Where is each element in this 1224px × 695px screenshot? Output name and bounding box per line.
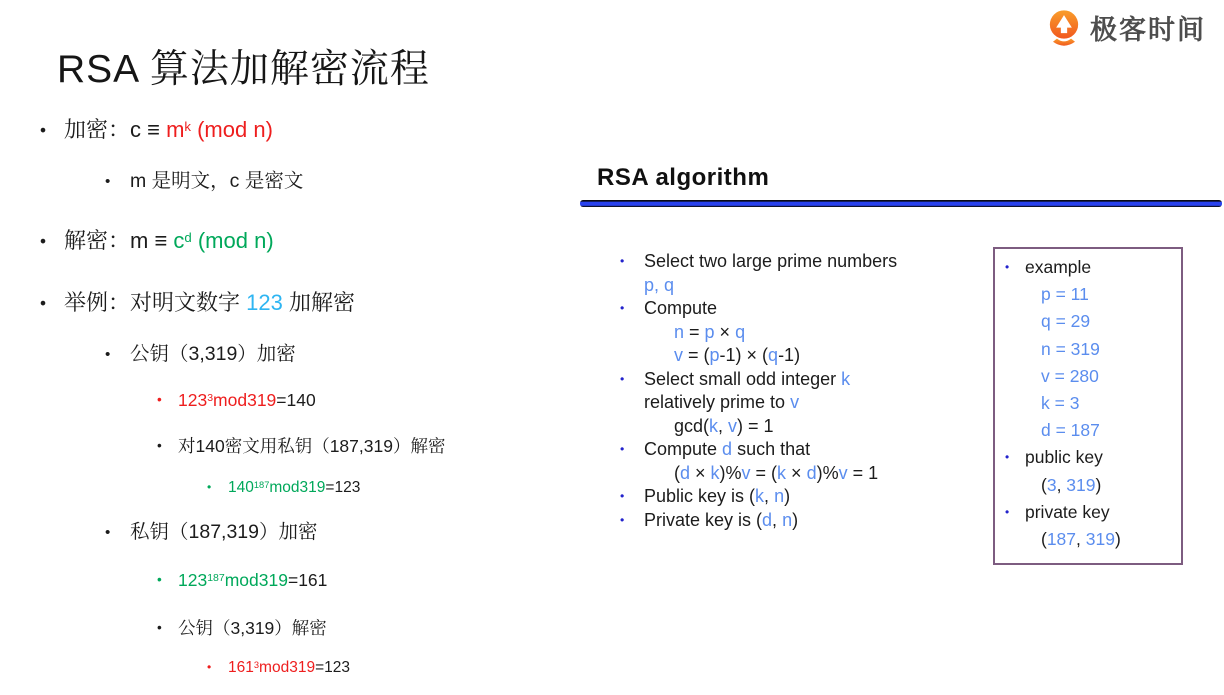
list-item-text: relatively prime to v bbox=[644, 392, 800, 412]
bullet-dot: • bbox=[620, 254, 625, 268]
bullet-dot: • bbox=[157, 438, 162, 453]
list-item-text: gcd(k, v) = 1 bbox=[674, 415, 774, 436]
bullet-item bbox=[40, 288, 355, 318]
list-item bbox=[1005, 363, 1181, 390]
bullet-item bbox=[157, 616, 327, 640]
list-item bbox=[620, 391, 995, 415]
list-item bbox=[1005, 390, 1181, 417]
bullet-item-text: 举例：对明文数字 123 加解密 bbox=[64, 290, 355, 315]
list-item bbox=[1005, 254, 1181, 281]
list-item-text: p, q bbox=[644, 274, 675, 295]
list-item-text: (d × k)%v = (k × d)%v = 1 bbox=[674, 462, 879, 483]
bullet-dot: • bbox=[620, 301, 625, 315]
list-item bbox=[620, 462, 995, 486]
list-item bbox=[620, 485, 995, 509]
bullet-item bbox=[105, 341, 296, 368]
bullet-item bbox=[105, 519, 318, 546]
bullet-dot: • bbox=[1005, 504, 1010, 519]
bullet-dot: • bbox=[157, 620, 162, 635]
bullet-dot: • bbox=[157, 392, 162, 407]
list-item bbox=[620, 509, 995, 533]
list-item-text: (187, 319) bbox=[1041, 529, 1121, 550]
geektime-logo-text: 极客时间 bbox=[1090, 15, 1206, 45]
bullet-item-text: 公钥（3,319）加密 bbox=[130, 343, 296, 365]
bullet-item bbox=[207, 657, 350, 680]
bullet-dot: • bbox=[1005, 260, 1010, 274]
bullet-dot: • bbox=[105, 524, 111, 541]
list-item bbox=[1005, 499, 1181, 526]
list-item bbox=[1005, 526, 1181, 553]
page-title: RSA 算法加解密流程 bbox=[57, 48, 430, 91]
list-item-text: Compute bbox=[644, 298, 718, 318]
bullet-item-text: $123^3mod319=140$ bbox=[178, 390, 316, 410]
bullet-item-text: $123^{187}mod319=161$ bbox=[178, 570, 328, 590]
list-item bbox=[1005, 417, 1181, 444]
list-item bbox=[1005, 308, 1181, 335]
list-item-text: Select small odd integer k bbox=[644, 368, 851, 389]
list-item-text: v = (p-1) × (q-1) bbox=[674, 345, 801, 365]
list-item bbox=[620, 274, 995, 298]
list-item bbox=[1005, 281, 1181, 308]
bullet-dot: • bbox=[620, 371, 625, 386]
bullet-dot: • bbox=[40, 231, 47, 251]
algorithm-list bbox=[620, 250, 995, 532]
list-item-text: Private key is (d, n) bbox=[644, 509, 799, 530]
list-item-text: q = 29 bbox=[1041, 311, 1091, 332]
bullet-item bbox=[40, 115, 273, 148]
list-item-text: d = 187 bbox=[1041, 420, 1100, 441]
list-item-text: k = 3 bbox=[1041, 393, 1080, 414]
bullet-item bbox=[207, 477, 360, 500]
list-item-text: (3, 319) bbox=[1041, 474, 1102, 495]
bullet-item-text: $161^3mod319=123$ bbox=[228, 659, 350, 676]
bullet-item bbox=[157, 434, 445, 458]
list-item bbox=[620, 250, 995, 274]
list-item-text: Compute d such that bbox=[644, 439, 811, 459]
list-item bbox=[620, 415, 995, 439]
list-item bbox=[620, 344, 995, 368]
bullet-item-text: 加密：$c \equiv m^k$ (mod n) bbox=[64, 117, 273, 142]
bullet-item bbox=[157, 568, 327, 595]
list-item-text: n = 319 bbox=[1041, 338, 1100, 359]
bullet-dot: • bbox=[40, 120, 47, 140]
list-item bbox=[1005, 336, 1181, 363]
list-item bbox=[1005, 472, 1181, 499]
list-item-text: v = 280 bbox=[1041, 365, 1099, 386]
bullet-dot: • bbox=[105, 173, 111, 190]
bullet-dot: • bbox=[620, 442, 625, 456]
bullet-dot: • bbox=[207, 660, 212, 674]
bullet-item-text: 解密：$m \equiv c^d$ (mod n) bbox=[64, 228, 274, 253]
example-box bbox=[993, 247, 1183, 565]
bullet-item bbox=[40, 226, 274, 259]
list-item-text: public key bbox=[1025, 447, 1103, 468]
list-item-text: p = 11 bbox=[1041, 284, 1089, 305]
bullet-dot: • bbox=[105, 346, 111, 363]
geektime-pin-icon bbox=[1045, 8, 1083, 52]
bullet-dot: • bbox=[1005, 450, 1010, 465]
rsa-panel-heading: RSA algorithm bbox=[597, 164, 770, 191]
list-item bbox=[620, 297, 995, 321]
bullet-dot: • bbox=[620, 512, 625, 527]
geektime-logo bbox=[1045, 8, 1206, 52]
list-item-text: Select two large prime numbers bbox=[644, 251, 898, 271]
list-item-text: private key bbox=[1025, 501, 1110, 522]
list-item-text: n = p × q bbox=[674, 321, 746, 342]
list-item bbox=[620, 368, 995, 392]
bullet-item bbox=[157, 388, 316, 415]
bullet-item-text: 公钥（3,319）解密 bbox=[178, 618, 327, 638]
heading-divider bbox=[580, 200, 1222, 207]
bullet-dot: • bbox=[40, 293, 47, 313]
bullet-dot: • bbox=[157, 572, 162, 587]
bullet-dot: • bbox=[207, 480, 212, 494]
bullet-item-text: m 是明文，c 是密文 bbox=[130, 170, 304, 192]
list-item bbox=[620, 438, 995, 462]
list-item-text: Public key is (k, n) bbox=[644, 486, 791, 506]
bullet-dot: • bbox=[620, 489, 625, 503]
list-item-text: example bbox=[1025, 257, 1092, 277]
bullet-item-text: $140^{187}mod319=123$ bbox=[228, 479, 361, 496]
list-item bbox=[1005, 444, 1181, 471]
list-item bbox=[620, 321, 995, 345]
bullet-item-text: 对140密文用私钥（187,319）解密 bbox=[178, 436, 446, 456]
bullet-item bbox=[105, 168, 303, 195]
bullet-item-text: 私钥（187,319）加密 bbox=[130, 521, 318, 543]
